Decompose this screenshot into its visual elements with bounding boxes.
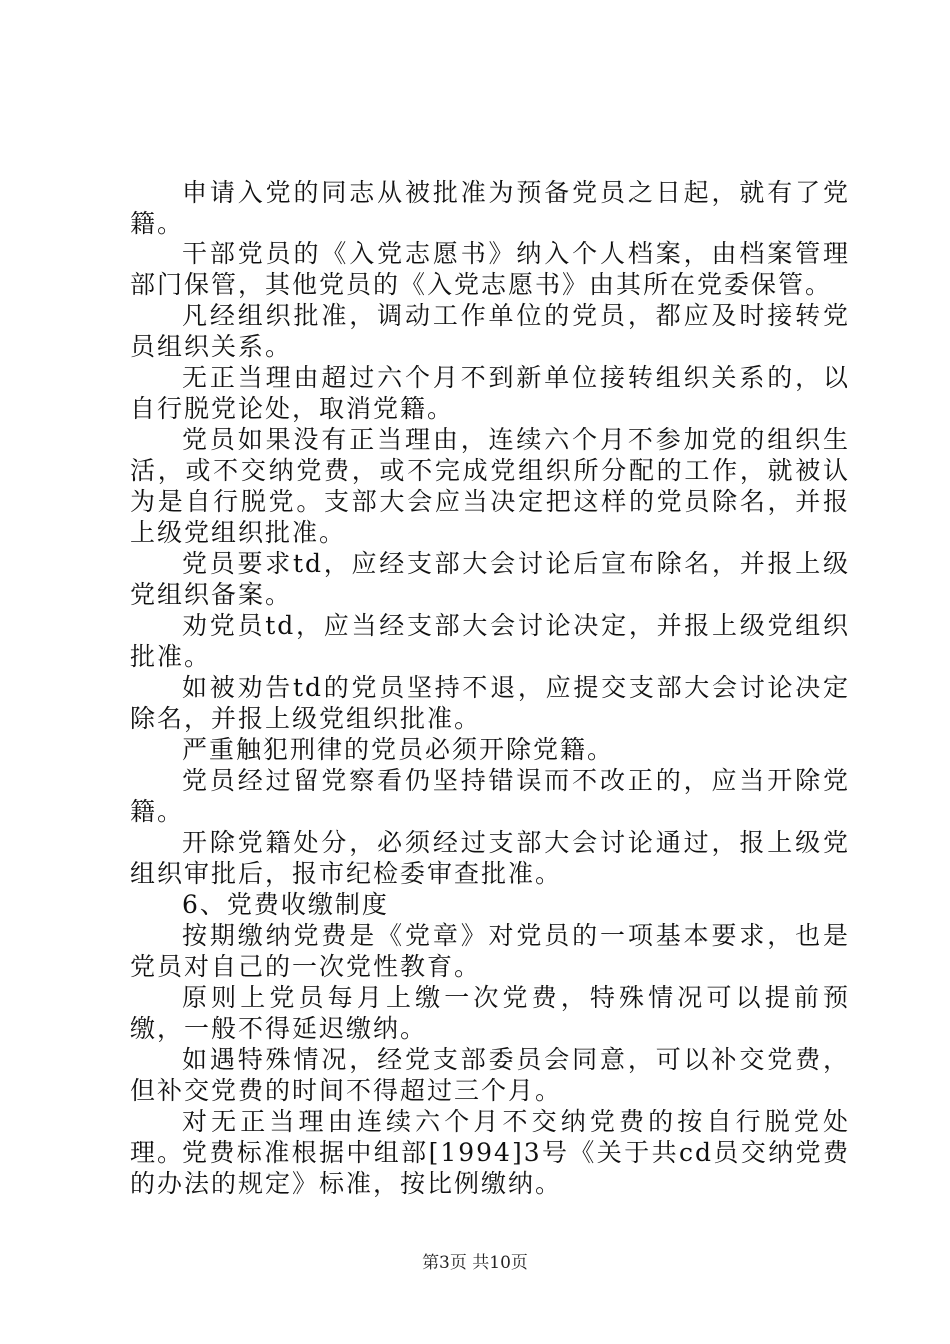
paragraph-7: 劝党员td，应当经支部大会讨论决定，并报上级党组织批准。 [130, 611, 850, 671]
paragraph-10: 党员经过留党察看仍坚持错误而不改正的，应当开除党籍。 [130, 766, 850, 826]
paragraph-3: 凡经组织批准，调动工作单位的党员，都应及时接转党员组织关系。 [130, 301, 850, 361]
paragraph-8: 如被劝告td的党员坚持不退，应提交支部大会讨论决定除名，并报上级党组织批准。 [130, 673, 850, 733]
paragraph-5: 党员如果没有正当理由，连续六个月不参加党的组织生活，或不交纳党费，或不完成党组织所分配的工作，就被认为是自行脱党。支部大会应当决定把这样的党员除名，并报上级党组织批准。 [130, 425, 850, 547]
paragraph-1: 申请入党的同志从被批准为预备党员之日起，就有了党籍。 [130, 178, 850, 238]
paragraph-14: 如遇特殊情况，经党支部委员会同意，可以补交党费，但补交党费的时间不得超过三个月。 [130, 1045, 850, 1105]
paragraph-4: 无正当理由超过六个月不到新单位接转组织关系的，以自行脱党论处，取消党籍。 [130, 363, 850, 423]
paragraph-11: 开除党籍处分，必须经过支部大会讨论通过，报上级党组织审批后，报市纪检委审查批准。 [130, 828, 850, 888]
paragraph-16: 党费标准根据中组部[1994]3号《关于共cd员交纳党费的办法的规定》标准，按比例缴纳。 [130, 1138, 850, 1198]
paragraph-15: 对无正当理由连续六个月不交纳党费的按自行脱党处理。 [130, 1107, 850, 1167]
page-number-footer: 第3页 共10页 [422, 1253, 528, 1273]
paragraph-13: 原则上党员每月上缴一次党费，特殊情况可以提前预缴，一般不得延迟缴纳。 [130, 983, 850, 1043]
paragraph-12: 按期缴纳党费是《党章》对党员的一项基本要求，也是党员对自己的一次党性教育。 [130, 921, 850, 981]
paragraph-9: 严重触犯刑律的党员必须开除党籍。 [182, 735, 615, 764]
paragraph-2: 干部党员的《入党志愿书》纳入个人档案，由档案管理部门保管，其他党员的《入党志愿书》由其所在党委保管。 [130, 239, 850, 299]
section-heading: 6、党费收缴制度 [182, 890, 389, 919]
paragraph-6: 党员要求td，应经支部大会讨论后宣布除名，并报上级党组织备案。 [130, 549, 850, 609]
